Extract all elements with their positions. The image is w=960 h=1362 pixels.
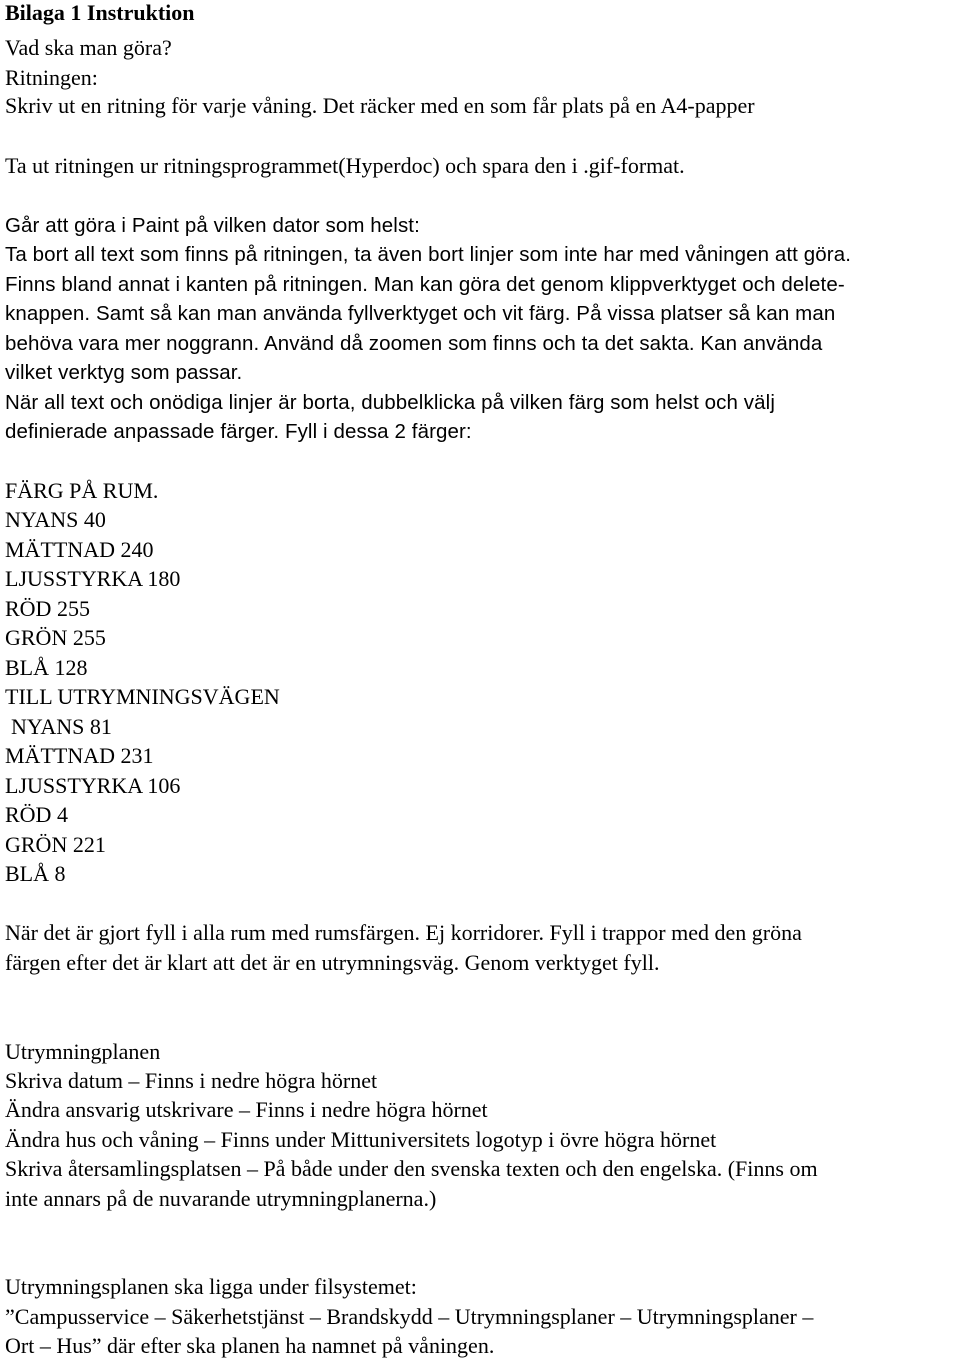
- room-color-value: MÄTTNAD 240: [5, 537, 154, 562]
- exit-color-value: NYANS 81: [11, 714, 112, 739]
- exit-color-value: LJUSSTYRKA 106: [5, 773, 181, 798]
- paint-line: Ta bort all text som finns på ritningen, ta även bort linjer som inte har med våningen att göra.: [5, 243, 851, 266]
- room-color-value: LJUSSTYRKA 180: [5, 566, 181, 591]
- filesystem-path: ”Campusservice – Säkerhetstjänst – Brandskydd – Utrymningsplaner – Utrymningsplaner –: [5, 1304, 814, 1329]
- room-color-value: BLÅ 128: [5, 655, 88, 680]
- room-color-value: GRÖN 255: [5, 625, 106, 650]
- fill-instruction: När det är gjort fyll i alla rum med rumsfärgen. Ej korridorer. Fyll i trappor med den gröna: [5, 920, 802, 945]
- page-title: Bilaga 1 Instruktion: [5, 0, 195, 25]
- export-instruction: Ta ut ritningen ur ritningsprogrammet(Hyperdoc) och spara den i .gif-format.: [5, 153, 685, 178]
- intro-question: Vad ska man göra?: [5, 35, 172, 60]
- room-color-value: NYANS 40: [5, 507, 106, 532]
- fill-instruction: färgen efter det är klart att det är en utrymningsväg. Genom verktyget fyll.: [5, 950, 660, 975]
- paint-line: knappen. Samt så kan man använda fyllverktyget och vit färg. På vissa platser så kan man: [5, 302, 836, 325]
- evacuation-plan-line: Ändra ansvarig utskrivare – Finns i nedre högra hörnet: [5, 1097, 488, 1122]
- room-color-heading: FÄRG PÅ RUM.: [5, 478, 159, 503]
- evacuation-plan-line: Skriva återsamlingsplatsen – På både under den svenska texten och den engelska. (Finns om: [5, 1156, 818, 1181]
- paint-line: När all text och onödiga linjer är borta, dubbelklicka på vilken färg som helst och välj: [5, 391, 775, 414]
- filesystem-heading: Utrymningsplanen ska ligga under filsystemet:: [5, 1274, 417, 1299]
- exit-color-value: BLÅ 8: [5, 861, 66, 886]
- exit-color-value: RÖD 4: [5, 802, 68, 827]
- paint-line: Går att göra i Paint på vilken dator som helst:: [5, 214, 420, 237]
- room-color-value: RÖD 255: [5, 596, 90, 621]
- paint-line: Finns bland annat i kanten på ritningen. Man kan göra det genom klippverktyget och delete-: [5, 273, 845, 296]
- paint-line: behöva vara mer noggrann. Använd då zoomen som finns och ta det sakta. Kan använda: [5, 332, 823, 355]
- paint-line: vilket verktyg som passar.: [5, 361, 243, 384]
- exit-color-heading: TILL UTRYMNINGSVÄGEN: [5, 684, 280, 709]
- exit-color-value: GRÖN 221: [5, 832, 106, 857]
- evacuation-plan-heading: Utrymningplanen: [5, 1039, 161, 1064]
- drawing-heading: Ritningen:: [5, 65, 98, 90]
- evacuation-plan-line: Skriva datum – Finns i nedre högra hörnet: [5, 1068, 378, 1093]
- exit-color-value: MÄTTNAD 231: [5, 743, 154, 768]
- evacuation-plan-line: inte annars på de nuvarande utrymningplanerna.): [5, 1186, 437, 1211]
- paint-line: definierade anpassade färger. Fyll i dessa 2 färger:: [5, 420, 472, 443]
- print-instruction: Skriv ut en ritning för varje våning. Det räcker med en som får plats på en A4-papper: [5, 93, 755, 118]
- evacuation-plan-line: Ändra hus och våning – Finns under Mittuniversitets logotyp i övre högra hörnet: [5, 1127, 717, 1152]
- filesystem-path: Ort – Hus” där efter ska planen ha namnet på våningen.: [5, 1333, 495, 1358]
